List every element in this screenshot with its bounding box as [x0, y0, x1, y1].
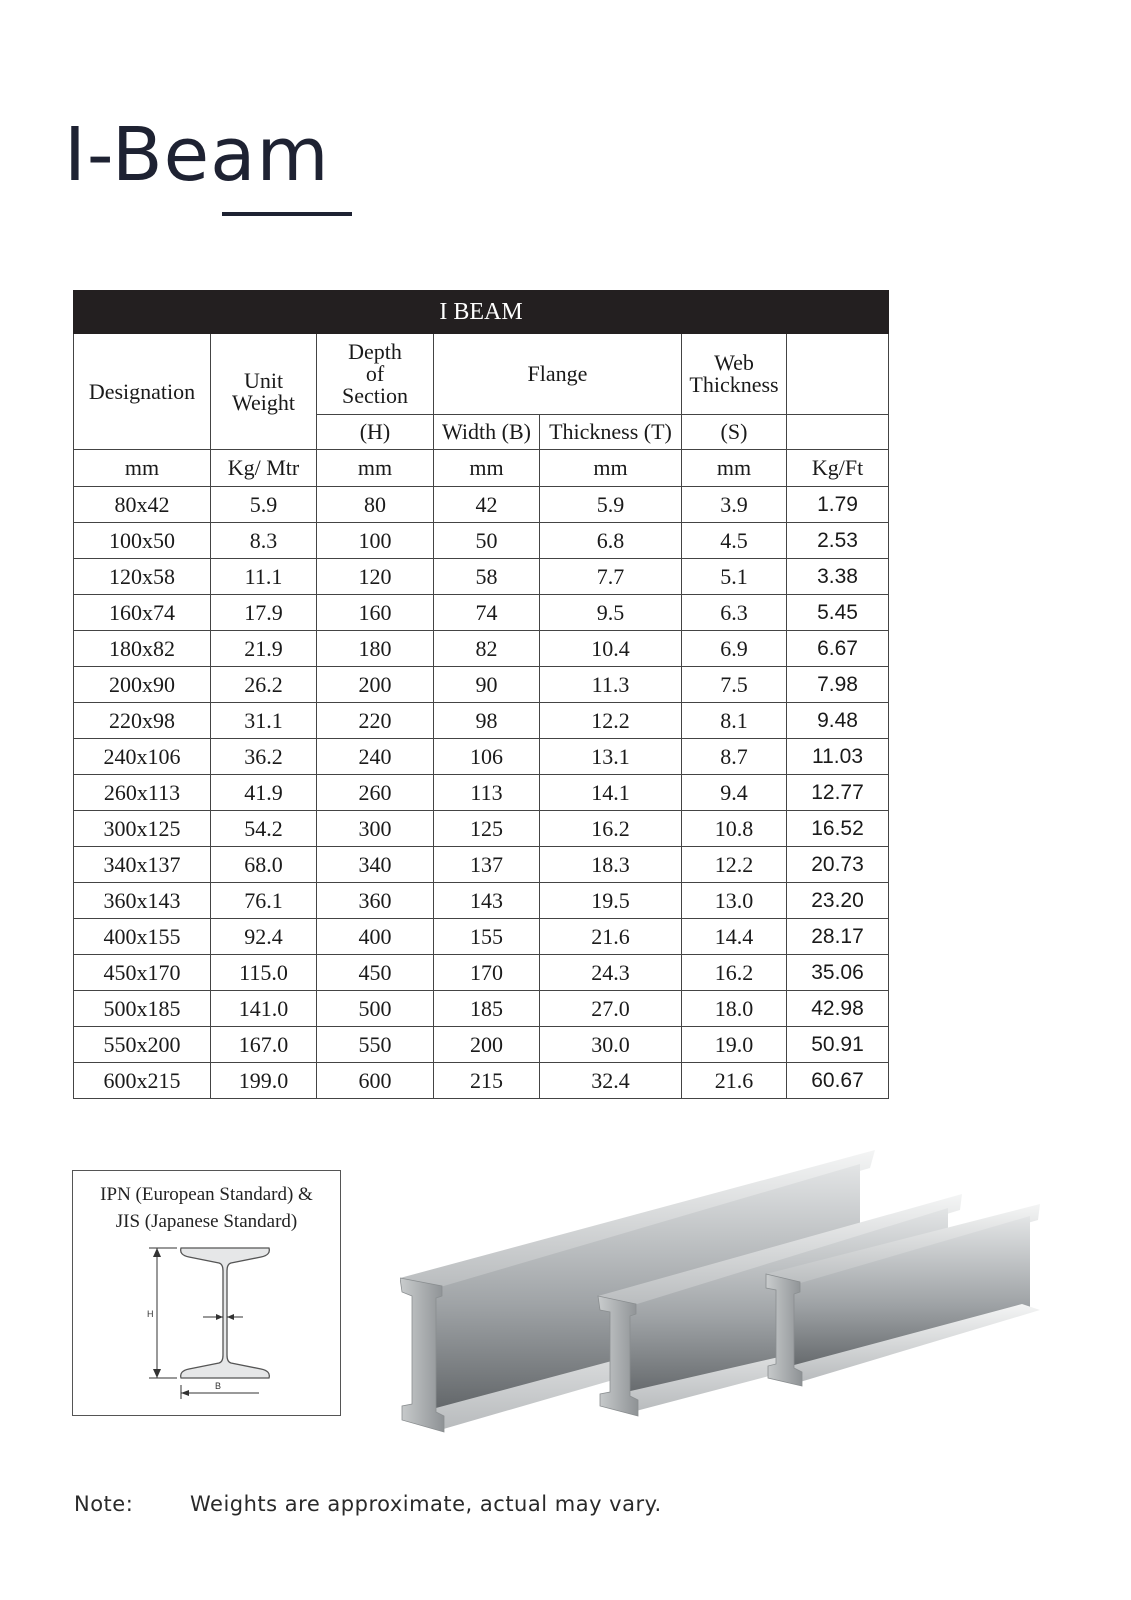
- table-cell: 3.9: [682, 487, 787, 523]
- i-beam-spec-table: [73, 290, 889, 1099]
- table-cell: 5.45: [787, 595, 889, 631]
- table-cell: 17.9: [211, 595, 317, 631]
- table-cell: 100x50: [74, 523, 211, 559]
- table-cell: 170: [434, 955, 540, 991]
- table-cell: 8.3: [211, 523, 317, 559]
- table-cell: 360: [317, 883, 434, 919]
- table-cell: 6.9: [682, 631, 787, 667]
- table-cell: 42.98: [787, 991, 889, 1027]
- table-cell: 260x113: [74, 775, 211, 811]
- table-cell: 20.73: [787, 847, 889, 883]
- table-cell: 7.7: [540, 559, 682, 595]
- table-cell: 19.5: [540, 883, 682, 919]
- table-cell: 11.3: [540, 667, 682, 703]
- table-cell: 9.48: [787, 703, 889, 739]
- h-label: H: [147, 1309, 154, 1319]
- note-text: Weights are approximate, actual may vary.: [190, 1492, 662, 1516]
- unit-cell: mm: [434, 450, 540, 487]
- table-cell: 185: [434, 991, 540, 1027]
- unit-cell: mm: [540, 450, 682, 487]
- table-cell: 340: [317, 847, 434, 883]
- table-cell: 300: [317, 811, 434, 847]
- table-cell: 36.2: [211, 739, 317, 775]
- table-cell: 125: [434, 811, 540, 847]
- blank-cell: [787, 415, 889, 450]
- table-cell: 199.0: [211, 1063, 317, 1099]
- table-cell: 58: [434, 559, 540, 595]
- table-row: [74, 1063, 889, 1099]
- web-symbol: (S): [682, 415, 787, 450]
- table-cell: 13.0: [682, 883, 787, 919]
- table-cell: 600: [317, 1063, 434, 1099]
- table-cell: 550: [317, 1027, 434, 1063]
- note-label: Note:: [74, 1492, 134, 1516]
- table-cell: 28.17: [787, 919, 889, 955]
- table-row: [74, 523, 889, 559]
- table-cell: 115.0: [211, 955, 317, 991]
- header-row-1: [74, 334, 889, 415]
- flange-thickness-header: Thickness (T): [540, 415, 682, 450]
- table-cell: 21.6: [540, 919, 682, 955]
- table-cell: 54.2: [211, 811, 317, 847]
- ipn-diagram-box: [72, 1170, 341, 1416]
- table-row: [74, 811, 889, 847]
- table-row: [74, 847, 889, 883]
- title-underline: [222, 212, 352, 216]
- unit-cell: Kg/Ft: [787, 450, 889, 487]
- diagram-caption-line2: JIS (Japanese Standard): [115, 1211, 298, 1232]
- table-cell: 19.0: [682, 1027, 787, 1063]
- table-cell: 18.3: [540, 847, 682, 883]
- flange-width-header: Width (B): [434, 415, 540, 450]
- table-row: [74, 1027, 889, 1063]
- unit-cell: mm: [317, 450, 434, 487]
- table-cell: 5.1: [682, 559, 787, 595]
- h-arrow-top: [153, 1248, 161, 1257]
- b-label: B: [215, 1381, 222, 1391]
- table-cell: 18.0: [682, 991, 787, 1027]
- table-cell: 82: [434, 631, 540, 667]
- table-cell: 120: [317, 559, 434, 595]
- table-cell: 240: [317, 739, 434, 775]
- table-banner: I BEAM: [74, 291, 889, 334]
- table-cell: 27.0: [540, 991, 682, 1027]
- table-cell: 1.79: [787, 487, 889, 523]
- table-cell: 98: [434, 703, 540, 739]
- table-cell: 160x74: [74, 595, 211, 631]
- table-cell: 12.2: [540, 703, 682, 739]
- table-cell: 26.2: [211, 667, 317, 703]
- table-cell: 5.9: [211, 487, 317, 523]
- i-section-drawing: [73, 1171, 340, 1415]
- table-row: [74, 883, 889, 919]
- table-cell: 260: [317, 775, 434, 811]
- table-cell: 35.06: [787, 955, 889, 991]
- table-cell: 80: [317, 487, 434, 523]
- table-cell: 450: [317, 955, 434, 991]
- h-arrow-bottom: [153, 1369, 161, 1378]
- table-cell: 50.91: [787, 1027, 889, 1063]
- table-cell: 9.5: [540, 595, 682, 631]
- table-cell: 14.4: [682, 919, 787, 955]
- table-cell: 200x90: [74, 667, 211, 703]
- table-cell: 340x137: [74, 847, 211, 883]
- table-cell: 450x170: [74, 955, 211, 991]
- unit-weight-header-line2: Weight: [232, 389, 295, 415]
- steel-beams-illustration: [400, 1150, 1080, 1450]
- table-cell: 137: [434, 847, 540, 883]
- web-arrow-right: [227, 1314, 234, 1320]
- table-cell: 68.0: [211, 847, 317, 883]
- table-cell: 11.03: [787, 739, 889, 775]
- table-cell: 14.1: [540, 775, 682, 811]
- table-cell: 180x82: [74, 631, 211, 667]
- web-header-line2: Thickness: [689, 372, 779, 397]
- table-cell: 4.5: [682, 523, 787, 559]
- table-cell: 6.3: [682, 595, 787, 631]
- table-cell: 180: [317, 631, 434, 667]
- table-cell: 8.1: [682, 703, 787, 739]
- unit-weight-header: [211, 334, 317, 450]
- table-cell: 16.52: [787, 811, 889, 847]
- table-cell: 6.67: [787, 631, 889, 667]
- table-cell: 360x143: [74, 883, 211, 919]
- table-cell: 600x215: [74, 1063, 211, 1099]
- table-cell: 167.0: [211, 1027, 317, 1063]
- table-cell: 74: [434, 595, 540, 631]
- table-cell: 400: [317, 919, 434, 955]
- table-row: [74, 919, 889, 955]
- table-cell: 21.6: [682, 1063, 787, 1099]
- table-row: [74, 631, 889, 667]
- web-header-line1: Web: [714, 350, 754, 375]
- depth-symbol: (H): [317, 415, 434, 450]
- table-cell: 24.3: [540, 955, 682, 991]
- table-cell: 9.4: [682, 775, 787, 811]
- table-cell: 12.77: [787, 775, 889, 811]
- table-row: [74, 667, 889, 703]
- designation-header: Designation: [74, 334, 211, 450]
- units-row: [74, 450, 889, 487]
- table-cell: 120x58: [74, 559, 211, 595]
- table-cell: 16.2: [540, 811, 682, 847]
- table-cell: 60.67: [787, 1063, 889, 1099]
- table-cell: 3.38: [787, 559, 889, 595]
- table-cell: 2.53: [787, 523, 889, 559]
- table-cell: 41.9: [211, 775, 317, 811]
- table-cell: 100: [317, 523, 434, 559]
- table-row: [74, 703, 889, 739]
- web-arrow-left: [216, 1314, 223, 1320]
- depth-header-line1: Depth: [348, 339, 402, 364]
- table-cell: 80x42: [74, 487, 211, 523]
- table-cell: 400x155: [74, 919, 211, 955]
- table-row: [74, 595, 889, 631]
- table-cell: 10.8: [682, 811, 787, 847]
- table-row: [74, 487, 889, 523]
- table-cell: 23.20: [787, 883, 889, 919]
- table-cell: 13.1: [540, 739, 682, 775]
- table-cell: 300x125: [74, 811, 211, 847]
- diagram-caption-line1: IPN (European Standard) &: [100, 1184, 313, 1205]
- table-cell: 16.2: [682, 955, 787, 991]
- table-cell: 21.9: [211, 631, 317, 667]
- table-row: [74, 991, 889, 1027]
- table-cell: 200: [317, 667, 434, 703]
- table-cell: 42: [434, 487, 540, 523]
- i-profile-shape: [181, 1248, 270, 1378]
- unit-cell: mm: [682, 450, 787, 487]
- table-cell: 143: [434, 883, 540, 919]
- table-cell: 500: [317, 991, 434, 1027]
- unit-cell: mm: [74, 450, 211, 487]
- b-arrow-left: [181, 1390, 189, 1396]
- table-cell: 32.4: [540, 1063, 682, 1099]
- table-row: [74, 775, 889, 811]
- depth-header-line3: Section: [342, 383, 408, 408]
- table-cell: 200: [434, 1027, 540, 1063]
- table-cell: 92.4: [211, 919, 317, 955]
- table-cell: 6.8: [540, 523, 682, 559]
- table-cell: 155: [434, 919, 540, 955]
- table-cell: 215: [434, 1063, 540, 1099]
- flange-header: Flange: [434, 334, 682, 415]
- table-cell: 11.1: [211, 559, 317, 595]
- unit-cell: Kg/ Mtr: [211, 450, 317, 487]
- table-cell: 141.0: [211, 991, 317, 1027]
- depth-header-line2: of: [365, 361, 385, 386]
- web-thickness-header: [682, 334, 787, 415]
- table-cell: 50: [434, 523, 540, 559]
- table-cell: 550x200: [74, 1027, 211, 1063]
- table-cell: 12.2: [682, 847, 787, 883]
- table-cell: 220x98: [74, 703, 211, 739]
- table-cell: 90: [434, 667, 540, 703]
- table-cell: 10.4: [540, 631, 682, 667]
- table-cell: 7.5: [682, 667, 787, 703]
- depth-header: [317, 334, 434, 415]
- table-banner-row: [74, 291, 889, 334]
- table-cell: 31.1: [211, 703, 317, 739]
- table-cell: 106: [434, 739, 540, 775]
- table-cell: 30.0: [540, 1027, 682, 1063]
- kgft-header-blank: [787, 334, 889, 415]
- table-cell: 220: [317, 703, 434, 739]
- table-row: [74, 559, 889, 595]
- table-cell: 113: [434, 775, 540, 811]
- table-cell: 76.1: [211, 883, 317, 919]
- unit-weight-header-line1: Unit: [243, 367, 284, 393]
- table-cell: 500x185: [74, 991, 211, 1027]
- page-title: I-Beam: [64, 112, 330, 198]
- table-cell: 7.98: [787, 667, 889, 703]
- table-cell: 8.7: [682, 739, 787, 775]
- table-row: [74, 955, 889, 991]
- table-row: [74, 739, 889, 775]
- table-cell: 160: [317, 595, 434, 631]
- table-cell: 240x106: [74, 739, 211, 775]
- table-cell: 5.9: [540, 487, 682, 523]
